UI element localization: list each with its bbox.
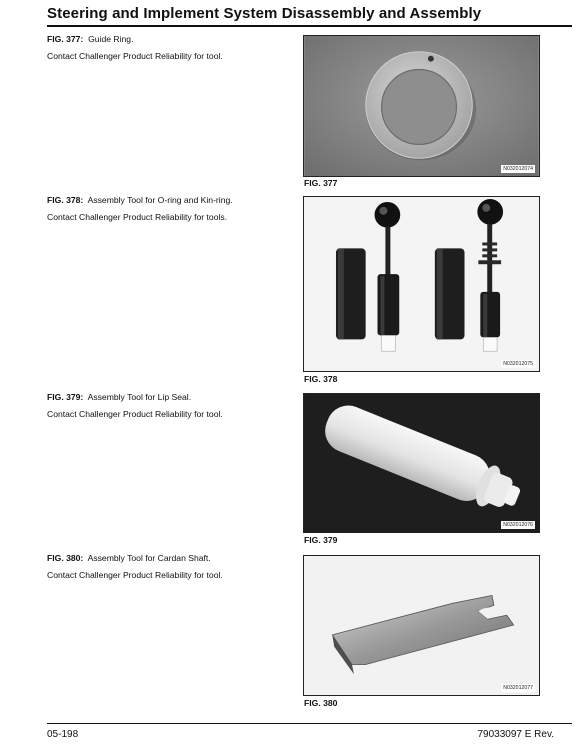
figure-378-photo bbox=[303, 196, 540, 372]
figure-label: FIG. 378: bbox=[47, 195, 84, 205]
figure-description: Assembly Tool for O-ring and Kin-ring. bbox=[87, 195, 233, 205]
figure-description: Guide Ring. bbox=[88, 34, 134, 44]
lip-seal-tool-image bbox=[304, 394, 539, 532]
header-rule bbox=[47, 25, 572, 27]
figure-caption: FIG. 377 bbox=[304, 178, 338, 188]
figure-label: FIG. 379: bbox=[47, 392, 84, 402]
o-ring-tool-image bbox=[304, 197, 539, 371]
document-revision: 79033097 E Rev. bbox=[477, 729, 554, 740]
figure-note: Contact Challenger Product Reliability for tools. bbox=[47, 212, 228, 222]
figure-380-text bbox=[47, 550, 292, 584]
page-number: 05-198 bbox=[47, 729, 79, 740]
figure-caption: FIG. 380 bbox=[304, 698, 338, 708]
figure-note: Contact Challenger Product Reliability for tool. bbox=[47, 570, 223, 580]
page-title: Steering and Implement System Disassembly and Assembly bbox=[47, 5, 482, 22]
guide-ring-image bbox=[304, 36, 539, 176]
figure-description: Assembly Tool for Lip Seal. bbox=[87, 392, 192, 402]
figure-379-photo bbox=[303, 393, 540, 533]
figure-label: FIG. 377: bbox=[47, 34, 84, 44]
figure-note: Contact Challenger Product Reliability for tool. bbox=[47, 51, 223, 61]
figure-377-text bbox=[47, 31, 292, 65]
figure-377-photo bbox=[303, 35, 540, 177]
figure-380-photo bbox=[303, 555, 540, 696]
figure-label: FIG. 380: bbox=[47, 553, 84, 563]
photo-id: N032012077 bbox=[503, 685, 533, 691]
figure-378-text bbox=[47, 192, 292, 226]
figure-379-text bbox=[47, 389, 292, 423]
cardan-shaft-tool-image bbox=[304, 556, 539, 695]
photo-id: N032012076 bbox=[503, 522, 533, 528]
figure-note: Contact Challenger Product Reliability for tool. bbox=[47, 409, 223, 419]
figure-description: Assembly Tool for Cardan Shaft. bbox=[87, 553, 211, 563]
figure-caption: FIG. 379 bbox=[304, 535, 338, 545]
photo-id: N032012074 bbox=[503, 166, 533, 172]
footer-rule bbox=[47, 723, 572, 724]
figure-caption: FIG. 378 bbox=[304, 374, 338, 384]
photo-id: N032012075 bbox=[503, 361, 533, 367]
